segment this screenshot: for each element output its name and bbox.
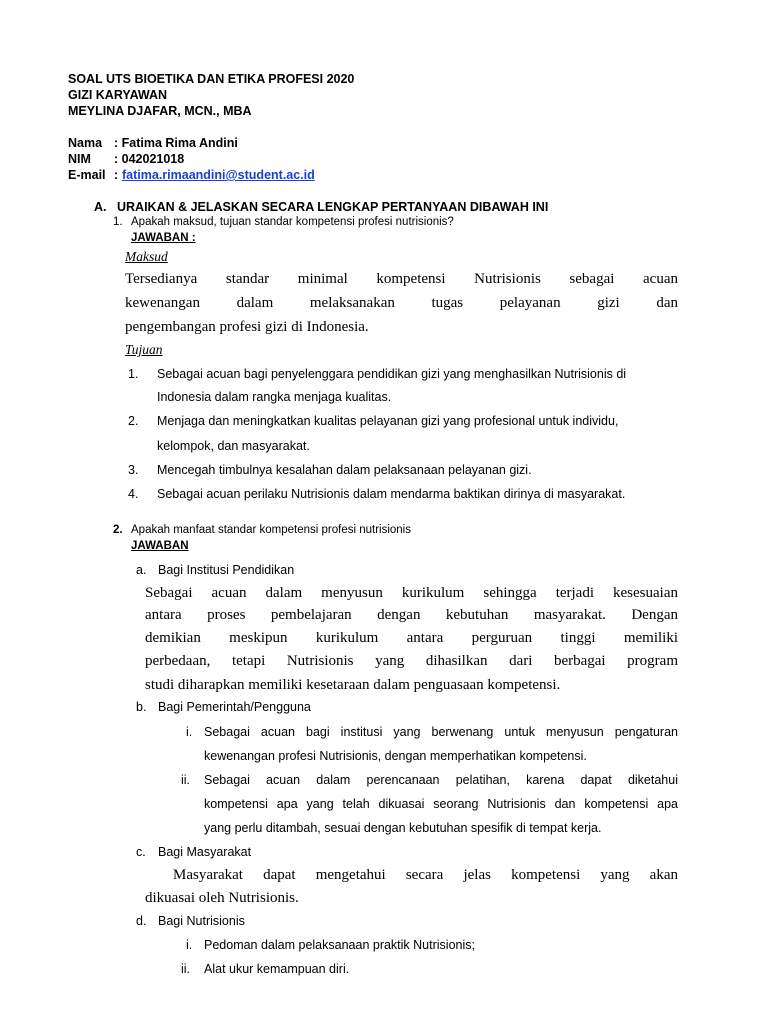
- q2-answer-label: JAWABAN: [131, 540, 189, 552]
- tujuan-num-4: 4.: [128, 487, 139, 501]
- q1-answer-label: JAWABAN :: [131, 232, 196, 244]
- q2-c-title: Bagi Masyarakat: [158, 845, 252, 859]
- q2-b-item-2-line-1: Sebagai acuan dalam perencanaan pelatihan, karena dapat diketahui: [204, 773, 678, 787]
- q2-d-num-2: ii.: [181, 962, 191, 976]
- tujuan-num-3: 3.: [128, 463, 139, 477]
- q2-a-line-1: Sebagai acuan dalam menyusun kurikulum sehingga terjadi kesesuaian: [145, 585, 678, 601]
- doc-title: SOAL UTS BIOETIKA DAN ETIKA PROFESI 2020: [68, 72, 355, 86]
- name-label: Nama: [68, 136, 103, 150]
- q2-c-line-1: Masyarakat dapat mengetahui secara jelas kompetensi yang akan: [173, 867, 678, 883]
- q2-b-num-2: ii.: [181, 773, 191, 787]
- tujuan-item-3-line-1: Mencegah timbulnya kesalahan dalam pelaksanaan pelayanan gizi.: [157, 463, 532, 477]
- q2-b-title: Bagi Pemerintah/Pengguna: [158, 700, 311, 714]
- q2-c-line-2: dikuasai oleh Nutrisionis.: [145, 890, 299, 906]
- q1-number: 1.: [113, 216, 123, 228]
- q2-a-line-3: demikian meskipun kurikulum antara perguruan tinggi memiliki: [145, 630, 678, 646]
- q2-question: Apakah manfaat standar kompetensi profesi nutrisionis: [131, 524, 411, 536]
- q2-a-marker: a.: [136, 563, 147, 577]
- tujuan-heading: Tujuan: [125, 342, 163, 357]
- doc-subtitle: GIZI KARYAWAN: [68, 88, 168, 102]
- q2-a-title: Bagi Institusi Pendidikan: [158, 563, 295, 577]
- maksud-heading: Maksud: [125, 249, 168, 264]
- q2-d-num-1: i.: [186, 938, 193, 952]
- q2-a-line-4: perbedaan, tetapi Nutrisionis yang dihasilkan dari berbagai program: [145, 653, 678, 669]
- q2-c-marker: c.: [136, 845, 146, 859]
- maksud-line-3: pengembangan profesi gizi di Indonesia.: [125, 319, 369, 335]
- q2-d-title: Bagi Nutrisionis: [158, 914, 245, 928]
- email-label: E-mail: [68, 168, 106, 182]
- q2-d-marker: d.: [136, 914, 147, 928]
- q1-question: Apakah maksud, tujuan standar kompetensi profesi nutrisionis?: [131, 216, 454, 228]
- name-value: : Fatima Rima Andini: [114, 136, 238, 150]
- tujuan-item-2-line-1: Menjaga dan meningkatkan kualitas pelayanan gizi yang profesional untuk individu,: [157, 414, 619, 428]
- nim-label: NIM: [68, 152, 91, 166]
- tujuan-num-2: 2.: [128, 414, 139, 428]
- q2-b-marker: b.: [136, 700, 147, 714]
- q2-d-item-1: Pedoman dalam pelaksanaan praktik Nutrisionis;: [204, 938, 475, 952]
- doc-lecturer: MEYLINA DJAFAR, MCN., MBA: [68, 104, 252, 118]
- tujuan-item-2-line-2: kelompok, dan masyarakat.: [157, 439, 310, 453]
- tujuan-item-1-line-2: Indonesia dalam rangka menjaga kualitas.: [157, 390, 392, 404]
- tujuan-item-4-line-1: Sebagai acuan perilaku Nutrisionis dalam mendarma baktikan dirinya di masyarakat.: [157, 487, 626, 501]
- maksud-line-1: Tersedianya standar minimal kompetensi Nutrisionis sebagai acuan: [125, 271, 678, 287]
- nim-value: : 042021018: [114, 152, 185, 166]
- q2-b-item-1-line-2: kewenangan profesi Nutrisionis, dengan memperhatikan kompetensi.: [204, 749, 587, 763]
- section-a-title: URAIKAN & JELASKAN SECARA LENGKAP PERTANYAAN DIBAWAH INI: [117, 200, 549, 214]
- email-link[interactable]: fatima.rimaandini@student.ac.id: [122, 168, 315, 182]
- q2-number: 2.: [113, 524, 123, 536]
- q2-d-item-2: Alat ukur kemampuan diri.: [204, 962, 350, 976]
- q2-a-line-2: antara proses pembelajaran dengan kebutuhan masyarakat. Dengan: [145, 607, 678, 623]
- q2-b-num-1: i.: [186, 725, 193, 739]
- maksud-line-2: kewenangan dalam melaksanakan tugas pelayanan gizi dan: [125, 295, 678, 311]
- email-colon: :: [114, 168, 119, 182]
- q2-b-item-2-line-3: yang perlu ditambah, sesuai dengan kebutuhan spesifik di tempat kerja.: [204, 821, 602, 835]
- tujuan-num-1: 1.: [128, 367, 139, 381]
- q2-b-item-1-line-1: Sebagai acuan bagi institusi yang berwenang untuk menyusun pengaturan: [204, 725, 678, 739]
- q2-b-item-2-line-2: kompetensi apa yang telah dikuasai seorang Nutrisionis dan kompetensi apa: [204, 797, 678, 811]
- section-a-marker: A.: [94, 200, 107, 214]
- q2-a-line-5: studi diharapkan memiliki kesetaraan dalam penguasaan kompetensi.: [145, 677, 561, 693]
- tujuan-item-1-line-1: Sebagai acuan bagi penyelenggara pendidikan gizi yang menghasilkan Nutrisionis di: [157, 367, 627, 381]
